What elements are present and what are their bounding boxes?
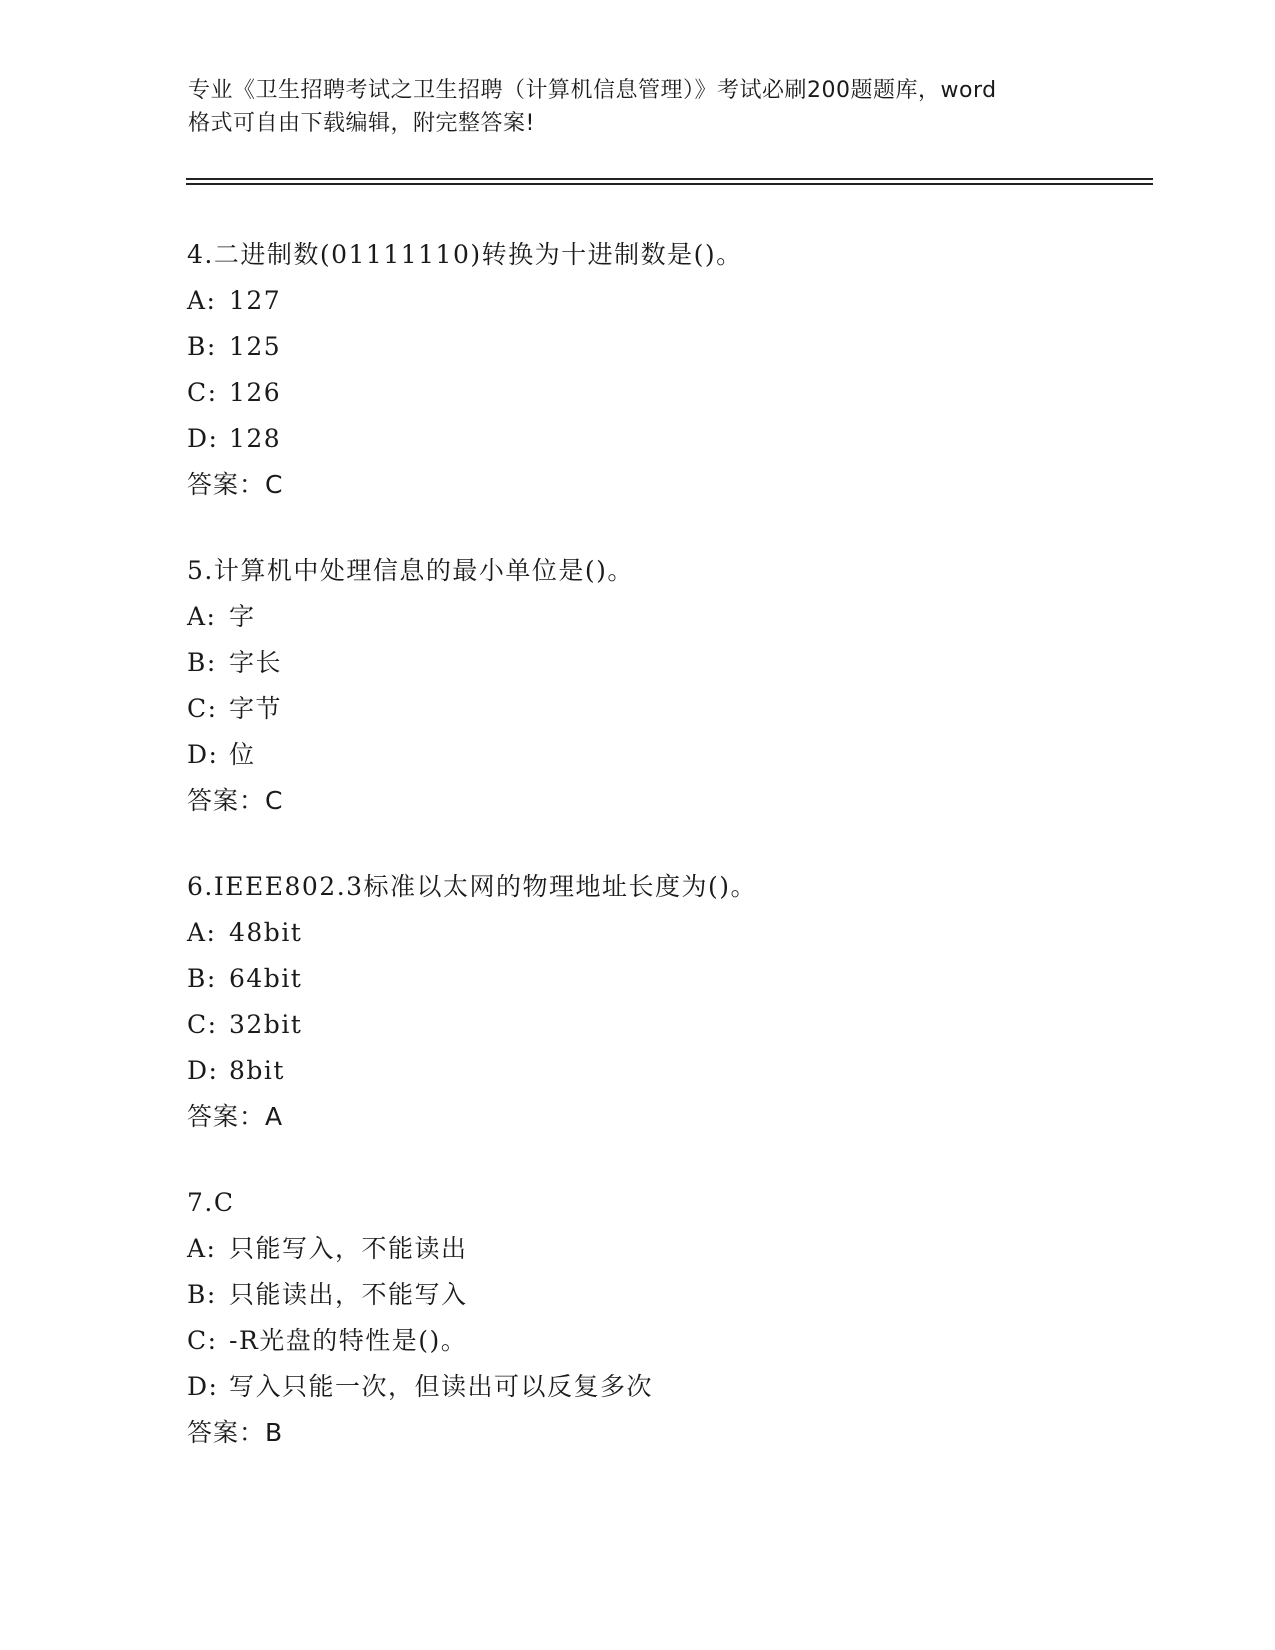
option-c — [187, 370, 1147, 416]
option-text: -R光盘的特性是()。 — [229, 1326, 468, 1355]
option-b — [187, 324, 1147, 370]
question-5 — [187, 548, 1147, 824]
option-label: C: — [187, 694, 218, 723]
option-text: 64bit — [229, 964, 303, 993]
header-divider-top — [186, 178, 1153, 180]
option-label: D: — [187, 1056, 219, 1085]
option-label: B: — [187, 1280, 217, 1309]
option-label: B: — [187, 332, 217, 361]
option-text: 128 — [229, 424, 282, 453]
question-title: 6.IEEE802.3标准以太网的物理地址长度为()。 — [187, 872, 758, 901]
option-text: 位 — [229, 740, 256, 769]
option-label: D: — [187, 424, 219, 453]
option-b — [187, 956, 1147, 1002]
option-text: 127 — [229, 286, 282, 315]
option-text: 48bit — [229, 918, 303, 947]
option-label: A: — [187, 918, 217, 947]
option-b — [187, 640, 1147, 686]
header-line-1: 专业《卫生招聘考试之卫生招聘（计算机信息管理）》考试必刷200题题库，word — [188, 78, 997, 103]
question-list — [187, 232, 1147, 1496]
option-a — [187, 910, 1147, 956]
option-c — [187, 1318, 1147, 1364]
option-d — [187, 1048, 1147, 1094]
option-label: D: — [187, 740, 219, 769]
option-label: B: — [187, 648, 217, 677]
document-header — [188, 74, 1088, 140]
option-a — [187, 594, 1147, 640]
question-7 — [187, 1180, 1147, 1456]
option-text: 字节 — [229, 694, 283, 723]
option-text: 写入只能一次，但读出可以反复多次 — [229, 1372, 654, 1401]
option-label: A: — [187, 286, 217, 315]
option-d — [187, 1364, 1147, 1410]
option-c — [187, 1002, 1147, 1048]
option-d — [187, 732, 1147, 778]
option-text: 126 — [229, 378, 282, 407]
option-label: A: — [187, 602, 217, 631]
answer-line: 答案：B — [187, 1418, 284, 1447]
header-line-2: 格式可自由下载编辑，附完整答案! — [188, 111, 535, 136]
option-text: 只能读出，不能写入 — [229, 1280, 468, 1309]
option-a — [187, 278, 1147, 324]
option-text: 32bit — [229, 1010, 303, 1039]
option-text: 8bit — [229, 1056, 285, 1085]
option-label: C: — [187, 378, 218, 407]
option-b — [187, 1272, 1147, 1318]
option-text: 125 — [229, 332, 282, 361]
header-divider-bottom — [186, 183, 1153, 185]
question-title: 7.C — [187, 1188, 235, 1217]
answer-line: 答案：C — [187, 786, 284, 815]
option-text: 只能写入，不能读出 — [229, 1234, 468, 1263]
question-title: 4.二进制数(01111110)转换为十进制数是()。 — [187, 240, 743, 269]
option-text: 字 — [229, 602, 256, 631]
option-label: A: — [187, 1234, 217, 1263]
option-label: C: — [187, 1010, 218, 1039]
answer-line: 答案：C — [187, 470, 284, 499]
question-6 — [187, 864, 1147, 1140]
question-title: 5.计算机中处理信息的最小单位是()。 — [187, 556, 634, 585]
option-label: B: — [187, 964, 217, 993]
question-4 — [187, 232, 1147, 508]
option-c — [187, 686, 1147, 732]
option-a — [187, 1226, 1147, 1272]
answer-line: 答案：A — [187, 1102, 284, 1131]
option-text: 字长 — [229, 648, 283, 677]
option-d — [187, 416, 1147, 462]
option-label: C: — [187, 1326, 218, 1355]
option-label: D: — [187, 1372, 219, 1401]
